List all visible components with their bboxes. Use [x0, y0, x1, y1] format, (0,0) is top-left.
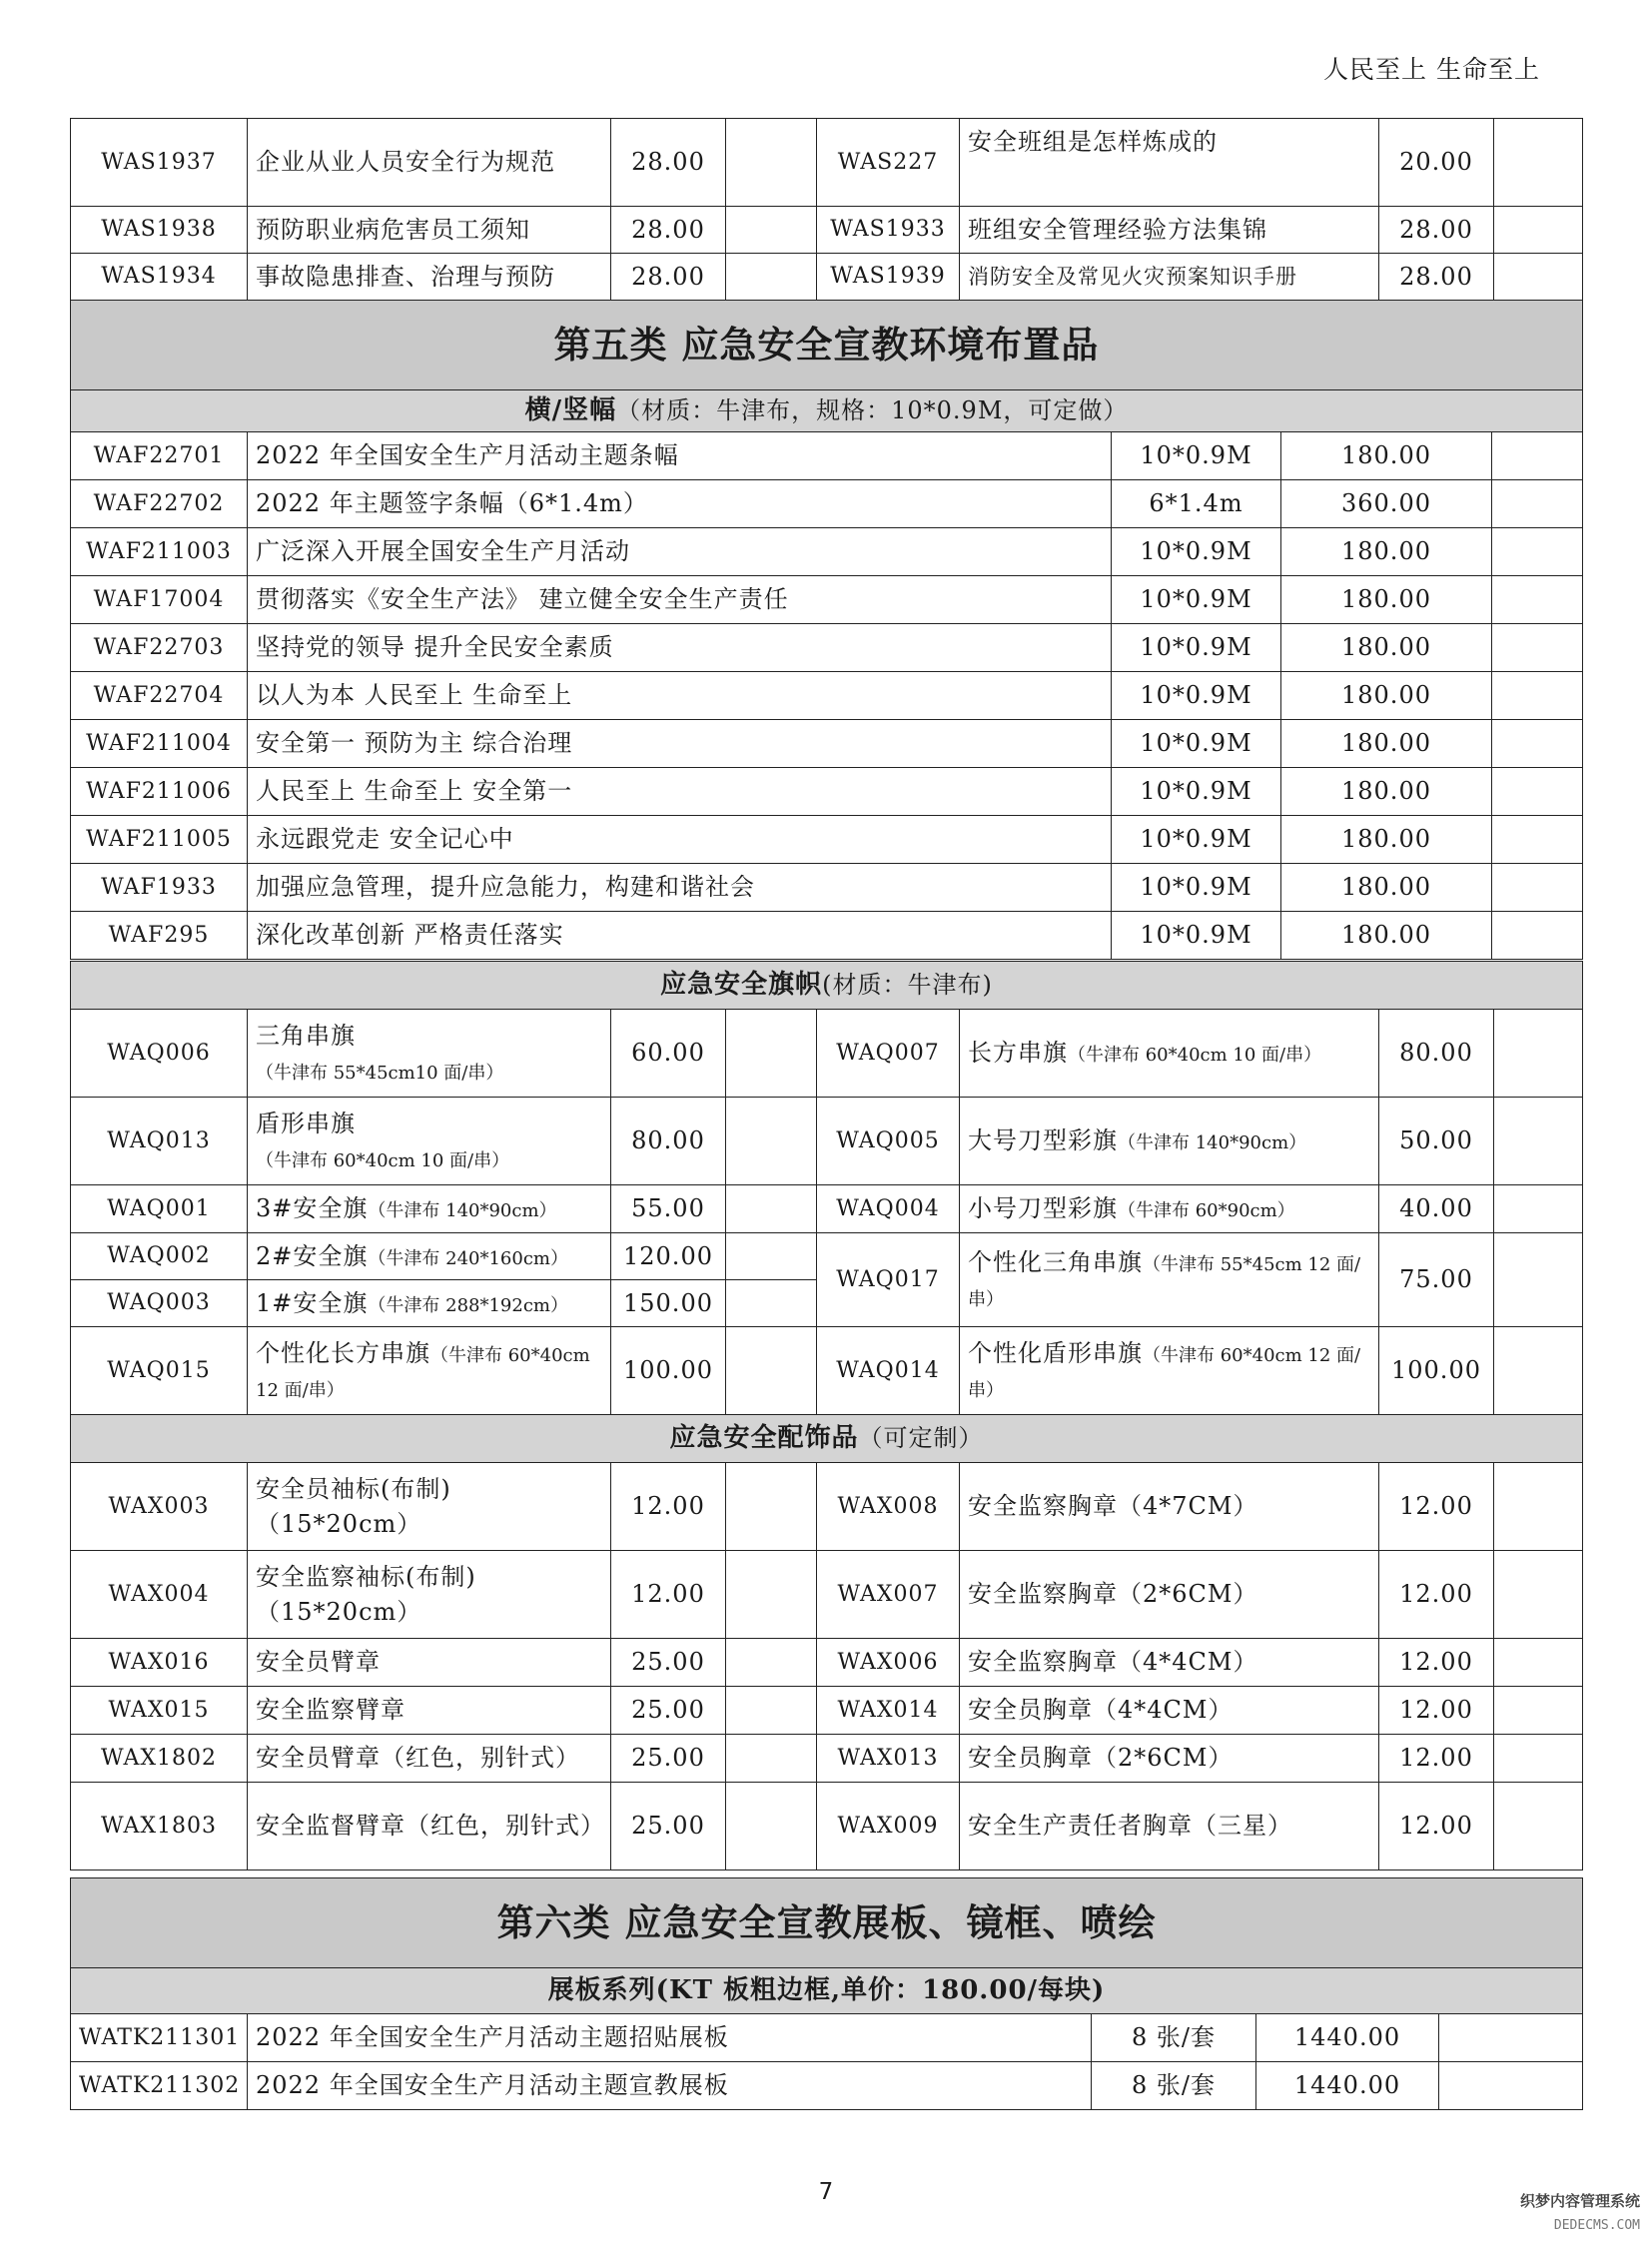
table-row: WAQ003 1#安全旗（牛津布 288*192cm） 150.00: [71, 1280, 1583, 1327]
table-row: WAX003 安全员袖标(布制)（15*20cm） 12.00 WAX008 安全监察胸章（4*7CM） 12.00: [71, 1463, 1583, 1551]
banners-table: [70, 300, 1583, 960]
table-row: WATK211302 2022 年全国安全生产月活动主题宣教展板 8 张/套 1440.00: [71, 2062, 1583, 2110]
table-row: WAF1933 加强应急管理，提升应急能力，构建和谐社会 10*0.9M 180.00: [71, 864, 1583, 912]
table-row: WAF17004 贯彻落实《安全生产法》 建立健全安全生产责任 10*0.9M 180.00: [71, 576, 1583, 624]
table-row: WAX1803 安全监督臂章（红色，别针式） 25.00 WAX009 安全生产责任者胸章（三星） 12.00: [71, 1783, 1583, 1870]
flags-section-header: 应急安全旗帜(材质：牛津布): [71, 962, 1583, 1010]
table-row: WAF22704 以人为本 人民至上 生命至上 10*0.9M 180.00: [71, 672, 1583, 720]
table-row: WAF295 深化改革创新 严格责任落实 10*0.9M 180.00: [71, 912, 1583, 960]
watermark-text: 织梦内容管理系统: [1519, 2192, 1640, 2210]
page-number: 7: [818, 2179, 834, 2205]
accessories-section-header: 应急安全配饰品（可定制）: [71, 1415, 1583, 1463]
table-row: WAF22701 2022 年全国安全生产月活动主题条幅 10*0.9M 180.00: [71, 432, 1583, 480]
table-row: WAS1934 事故隐患排查、治理与预防 28.00 WAS1939 消防安全及常见火灾预案知识手册 28.00: [71, 254, 1583, 301]
table-row: WAX1802 安全员臂章（红色，别针式） 25.00 WAX013 安全员胸章（2*6CM） 12.00: [71, 1735, 1583, 1783]
table-row: WAQ015 个性化长方串旗（牛津布 60*40cm 12 面/串） 100.00 WAQ014 个性化盾形串旗（牛津布 60*40cm 12 面/串） 100.00: [71, 1327, 1583, 1415]
table-row: WATK211301 2022 年全国安全生产月活动主题招贴展板 8 张/套 1440.00: [71, 2014, 1583, 2062]
category-6-title: 第六类 应急安全宣教展板、镜框、喷绘: [71, 1878, 1583, 1968]
table-row: WAQ001 3#安全旗（牛津布 140*90cm） 55.00 WAQ004 小号刀型彩旗（牛津布 60*90cm） 40.00: [71, 1185, 1583, 1233]
flags-accessories-table: [70, 961, 1583, 1870]
header-slogan: 人民至上 生命至上: [1323, 55, 1540, 84]
table-row: WAF22703 坚持党的领导 提升全民安全素质 10*0.9M 180.00: [71, 624, 1583, 672]
table-row: WAF211004 安全第一 预防为主 综合治理 10*0.9M 180.00: [71, 720, 1583, 768]
table-row: WAF211006 人民至上 生命至上 安全第一 10*0.9M 180.00: [71, 768, 1583, 816]
table-row: WAX016 安全员臂章 25.00 WAX006 安全监察胸章（4*4CM） 12.00: [71, 1639, 1583, 1687]
table-row: WAF22702 2022 年主题签字条幅（6*1.4m） 6*1.4m 360.00: [71, 480, 1583, 528]
panels-section-header: 展板系列(KT 板粗边框,单价：180.00/每块): [71, 1968, 1583, 2014]
watermark-url: DEDECMS.COM: [1553, 2218, 1640, 2233]
books-table: [70, 118, 1583, 301]
table-row: WAX004 安全监察袖标(布制)（15*20cm） 12.00 WAX007 安全监察胸章（2*6CM） 12.00: [71, 1551, 1583, 1639]
category-5-title: 第五类 应急安全宣教环境布置品: [71, 301, 1583, 390]
table-row: WAQ006 三角串旗（牛津布 55*45cm10 面/串） 60.00 WAQ007 长方串旗（牛津布 60*40cm 10 面/串） 80.00: [71, 1010, 1583, 1098]
panels-table: [70, 1877, 1583, 2110]
table-row: WAS1938 预防职业病危害员工须知 28.00 WAS1933 班组安全管理经验方法集锦 28.00: [71, 207, 1583, 254]
table-row: WAQ002 2#安全旗（牛津布 240*160cm） 120.00 WAQ017 个性化三角串旗（牛津布 55*45cm 12 面/串） 75.00: [71, 1233, 1583, 1280]
table-row: WAF211003 广泛深入开展全国安全生产月活动 10*0.9M 180.00: [71, 528, 1583, 576]
table-row: WAS1937 企业从业人员安全行为规范 28.00 WAS227 安全班组是怎样炼成的 20.00: [71, 119, 1583, 207]
table-row: WAF211005 永远跟党走 安全记心中 10*0.9M 180.00: [71, 816, 1583, 864]
banners-section-header: 横/竖幅（材质：牛津布，规格：10*0.9M，可定做）: [71, 390, 1583, 432]
table-row: WAX015 安全监察臂章 25.00 WAX014 安全员胸章（4*4CM） 12.00: [71, 1687, 1583, 1735]
table-row: WAQ013 盾形串旗（牛津布 60*40cm 10 面/串） 80.00 WAQ005 大号刀型彩旗（牛津布 140*90cm） 50.00: [71, 1098, 1583, 1185]
